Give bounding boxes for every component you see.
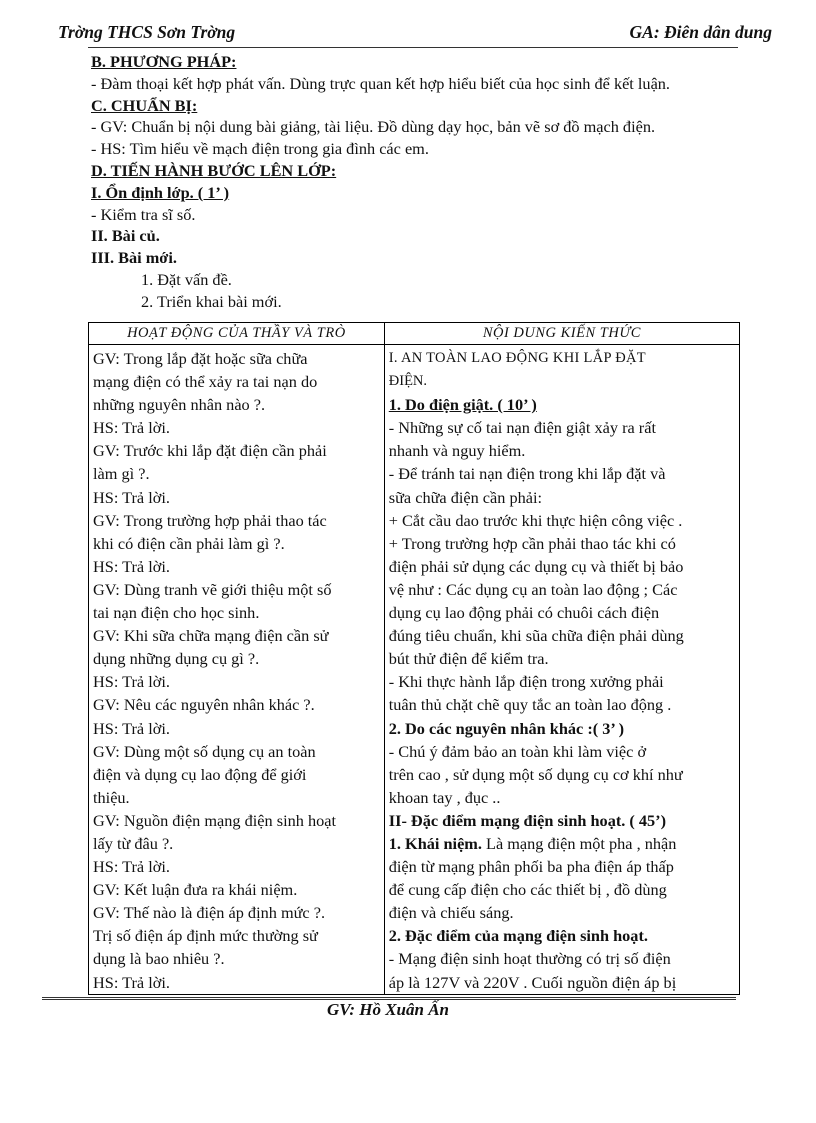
- activity-line: mạng điện có thể xảy ra tai nạn do: [93, 372, 318, 392]
- section-b-title: B. PHƯƠNG PHÁP:: [91, 52, 237, 71]
- content-line: bút thử điện để kiểm tra.: [388, 649, 549, 669]
- activity-line: HS: Trả lời.: [93, 972, 170, 992]
- content-line: - Mạng điện sinh hoạt thường có trị số điện: [388, 949, 671, 969]
- table-header-activities: HOẠT ĐỘNG CỦA THẦY VÀ TRÒ: [89, 323, 385, 345]
- page-header: [58, 22, 772, 46]
- content-line: trên cao , sử dụng một số dụng cụ cơ khí như: [388, 764, 683, 784]
- activity-line: HS: Trả lời.: [93, 672, 170, 692]
- activity-line: làm gì ?.: [93, 464, 150, 484]
- content-line: I. AN TOÀN LAO ĐỘNG KHI LẮP ĐẶT: [388, 350, 646, 366]
- teacher-name: GV: Hồ Xuân Ấn: [326, 1000, 450, 1019]
- step-iii-item-1: 1. Đặt vấn đề.: [141, 269, 232, 289]
- activity-line: Trị số điện áp định mức thường sử: [93, 926, 318, 946]
- section-c-title: C. CHUẨN BỊ:: [91, 95, 198, 115]
- subject-label: GA: Điên dân dung: [629, 22, 772, 42]
- activity-line: dụng là bao nhiêu ?.: [93, 949, 225, 969]
- content-cell: [384, 345, 739, 995]
- activity-line: HS: Trả lời.: [93, 718, 170, 738]
- content-line: điện phải sử dụng các dụng cụ và thiết bị bảo: [388, 556, 684, 576]
- content-heading: II- Đặc điểm mạng điện sinh hoạt. ( 45’): [388, 810, 667, 830]
- step-i-text: - Kiểm tra sĩ số.: [91, 204, 196, 224]
- content-text: Là mạng điện một pha , nhận: [481, 833, 677, 853]
- header-rule: [88, 47, 738, 48]
- content-heading: 1. Khái niệm.: [388, 833, 482, 853]
- activity-line: HS: Trả lời.: [93, 418, 170, 438]
- activity-line: GV: Trong lắp đặt hoặc sữa chữa: [93, 349, 308, 368]
- activity-line: GV: Kết luận đưa ra khái niệm.: [93, 880, 298, 900]
- content-line: - Để tránh tai nạn điện trong khi lắp đặt và: [388, 464, 666, 484]
- activity-line: điện và dụng cụ lao động để giới: [93, 764, 307, 784]
- content-line: điện và chiếu sáng.: [388, 903, 514, 923]
- lesson-table: [88, 322, 740, 995]
- content-line: dụng cụ lao động phải có chuôi cách điện: [388, 603, 660, 623]
- lesson-body: [91, 51, 746, 313]
- content-line: đúng tiêu chuẩn, khi sũa chữa điện phải dùng: [388, 626, 684, 646]
- step-iii-item-2: 2. Triển khai bài mới.: [141, 291, 282, 311]
- table-header-content: NỘI DUNG KIẾN THỨC: [384, 323, 739, 345]
- page-footer: [0, 1000, 816, 1020]
- content-line: nhanh và nguy hiểm.: [388, 441, 526, 461]
- activity-line: GV: Nêu các nguyên nhân khác ?.: [93, 695, 315, 715]
- activity-line: những nguyên nhân nào ?.: [93, 395, 266, 415]
- school-name: Trờng THCS Sơn Trờng: [58, 22, 236, 42]
- footer-rule: [42, 997, 736, 998]
- content-heading: 2. Đặc điểm của mạng điện sinh hoạt.: [388, 926, 648, 946]
- content-line: điện từ mạng phân phối ba pha điện áp thấp: [388, 857, 674, 877]
- content-line: áp là 127V và 220V . Cuối nguồn điện áp bị: [388, 972, 677, 992]
- section-c-text-2: - HS: Tìm hiểu về mạch điện trong gia đình các em.: [91, 139, 429, 159]
- content-heading: 1. Do điện giật. ( 10’ ): [388, 395, 537, 415]
- section-b-text: - Đàm thoại kết hợp phát vấn. Dùng trực quan kết hợp hiểu biết của học sinh để kết luận.: [91, 73, 671, 93]
- content-heading: 2. Do các nguyên nhân khác :( 3’ ): [388, 718, 625, 738]
- content-line: sữa chữa điện cần phải:: [388, 487, 543, 507]
- activity-line: lấy từ đâu ?.: [93, 833, 174, 853]
- activity-line: dụng những dụng cụ gì ?.: [93, 649, 260, 669]
- content-line: - Chú ý đảm bảo an toàn khi làm việc ở: [388, 741, 647, 761]
- activity-line: HS: Trả lời.: [93, 556, 170, 576]
- activity-line: GV: Thế nào là điện áp định mức ?.: [93, 903, 326, 923]
- activity-line: HS: Trả lời.: [93, 857, 170, 877]
- content-line: - Khi thực hành lắp điện trong xưởng phải: [388, 672, 664, 692]
- activity-line: GV: Nguồn điện mạng điện sinh hoạt: [93, 810, 336, 830]
- activity-line: GV: Khi sữa chữa mạng điện cần sử: [93, 626, 329, 646]
- content-line: tuân thủ chặt chẽ quy tắc an toàn lao động .: [388, 695, 672, 715]
- step-i-title: I. Ổn định lớp. ( 1’ ): [91, 182, 230, 202]
- step-iii-title: III. Bài mới.: [91, 248, 177, 268]
- step-ii-title: II. Bài củ.: [91, 226, 160, 246]
- activity-line: GV: Dùng tranh vẽ giới thiệu một số: [93, 579, 332, 599]
- content-line: + Trong trường hợp cần phải thao tác khi có: [388, 533, 676, 553]
- activity-line: tai nạn điện cho học sinh.: [93, 603, 260, 623]
- content-line: - Những sự cố tai nạn điện giật xảy ra rất: [388, 418, 656, 438]
- content-line: khoan tay , đục ..: [388, 787, 501, 807]
- content-line: + Cắt cầu dao trước khi thực hiện công việc .: [388, 510, 683, 530]
- activity-line: GV: Trong trường hợp phải thao tác: [93, 510, 327, 530]
- activity-line: GV: Dùng một số dụng cụ an toàn: [93, 741, 316, 761]
- section-c-text-1: - GV: Chuẩn bị nội dung bài giảng, tài liệu. Đồ dùng dạy học, bản vẽ sơ đồ mạch điện.: [91, 117, 656, 137]
- content-line: vệ như : Các dụng cụ an toàn lao động ; Các: [388, 579, 678, 599]
- activity-line: HS: Trả lời.: [93, 487, 170, 507]
- activities-cell: [89, 345, 385, 995]
- content-line: ĐIỆN.: [388, 373, 428, 390]
- activity-line: khi có điện cần phải làm gì ?.: [93, 533, 285, 553]
- section-d-title: D. TIẾN HÀNH BƯỚC LÊN LỚP:: [91, 160, 337, 180]
- content-line: để cung cấp điện cho các thiết bị , đồ dùng: [388, 880, 667, 900]
- content-line: [389, 832, 735, 855]
- activity-line: thiệu.: [93, 787, 130, 807]
- activity-line: GV: Trước khi lắp đặt điện cần phải: [93, 441, 327, 461]
